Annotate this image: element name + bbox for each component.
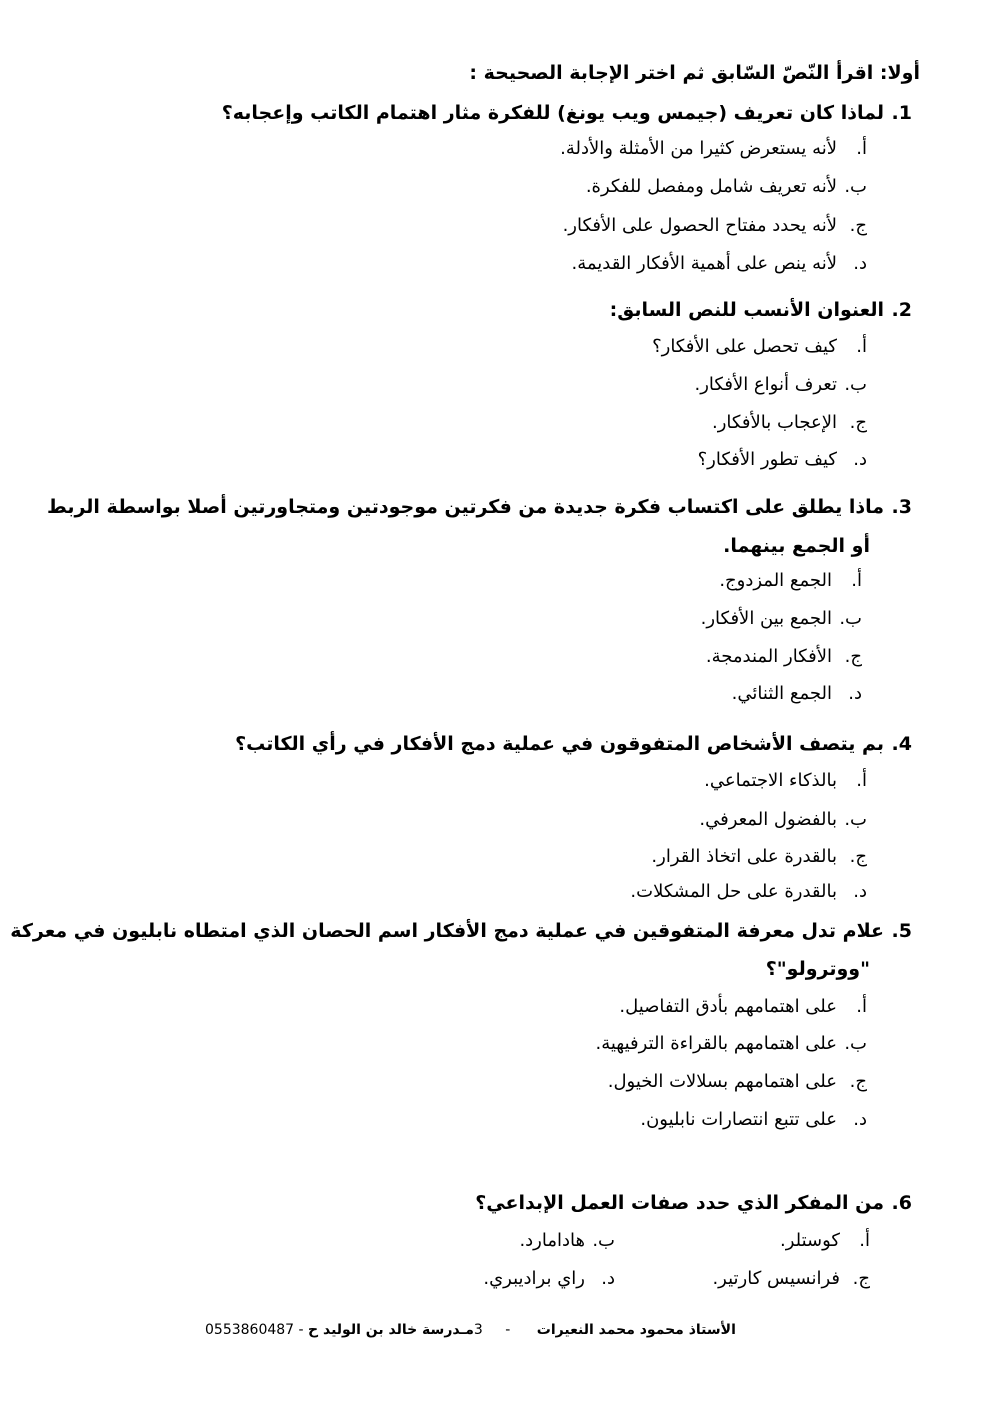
option-letter: أ. xyxy=(856,770,867,791)
footer-separator: - xyxy=(500,1322,515,1338)
answer-option[interactable] xyxy=(619,998,867,1016)
option-letter: ج. xyxy=(844,646,862,667)
footer-separator: - xyxy=(294,1322,309,1338)
question-label: بم يتصف الأشخاص المتفوقون في عملية دمج الأفكار في رأي الكاتب؟ xyxy=(235,733,884,755)
question-label: "ووترولو"؟ xyxy=(765,958,870,980)
option-text: هادامارد. xyxy=(519,1230,585,1251)
option-letter: د. xyxy=(848,683,862,704)
answer-option[interactable] xyxy=(560,140,867,158)
question-text xyxy=(222,104,912,123)
option-text: على اهتمامهم بأدق التفاصيل. xyxy=(619,996,837,1017)
option-text: على اهتمامهم بالقراءة الترفيهية. xyxy=(595,1033,837,1054)
option-text: فرانسيس كارتير. xyxy=(712,1268,840,1289)
footer-phone: 0553860487 xyxy=(205,1322,295,1338)
option-letter: د. xyxy=(853,253,867,274)
answer-option[interactable] xyxy=(712,1270,870,1288)
question-number: 2. xyxy=(891,299,912,321)
option-text: الجمع الثنائي. xyxy=(731,683,832,704)
answer-option[interactable] xyxy=(640,1111,867,1129)
option-text: لأنه تعريف شامل ومفصل للفكرة. xyxy=(585,176,837,197)
option-text: لأنه ينص على أهمية الأفكار القديمة. xyxy=(571,253,837,274)
question-number: 4. xyxy=(891,733,912,755)
option-text: تعرف أنواع الأفكار. xyxy=(694,374,837,395)
option-letter: د. xyxy=(601,1268,615,1289)
answer-option[interactable] xyxy=(699,811,867,829)
option-text: على تتبع انتصارات نابليون. xyxy=(640,1109,837,1130)
answer-option[interactable] xyxy=(608,1073,867,1091)
answer-option[interactable] xyxy=(732,685,862,703)
question-text xyxy=(47,498,912,517)
option-letter: أ. xyxy=(856,138,867,159)
question-number: 5. xyxy=(891,920,912,942)
question-text xyxy=(10,922,912,941)
answer-option[interactable] xyxy=(651,848,867,866)
option-letter: ج. xyxy=(849,1071,867,1092)
answer-option[interactable] xyxy=(652,338,867,356)
option-letter: ب. xyxy=(844,176,867,197)
question-label: علام تدل معرفة المتفوقين في عملية دمج الأفكار اسم الحصان الذي امتطاه نابليون في معركة xyxy=(10,920,884,942)
answer-option[interactable] xyxy=(719,572,862,590)
page-footer xyxy=(205,1322,736,1338)
question-text xyxy=(610,301,912,320)
question-label: أو الجمع بينهما. xyxy=(723,535,870,557)
answer-option[interactable] xyxy=(712,414,867,432)
question-label: من المفكر الذي حدد صفات العمل الإبداعي؟ xyxy=(475,1192,884,1214)
footer-school: مـدرسة خالد بن الوليد ح xyxy=(308,1322,474,1338)
option-text: لأنه يستعرض كثيرا من الأمثلة والأدلة. xyxy=(560,138,837,159)
question-text-continued xyxy=(723,537,870,556)
answer-option[interactable] xyxy=(563,217,867,235)
option-text: الأفكار المندمجة. xyxy=(705,646,832,667)
option-letter: د. xyxy=(853,881,867,902)
option-letter: ج. xyxy=(849,846,867,867)
option-text: كيف تحصل على الأفكار؟ xyxy=(652,336,837,357)
option-letter: ب. xyxy=(844,1033,867,1054)
option-letter: د. xyxy=(853,1109,867,1130)
option-text: بالذكاء الاجتماعي. xyxy=(704,770,837,791)
answer-option[interactable] xyxy=(704,772,867,790)
option-letter: ب. xyxy=(844,809,867,830)
option-text: راي براديبري. xyxy=(483,1268,585,1289)
option-text: الجمع المزدوج. xyxy=(719,570,832,591)
answer-option[interactable] xyxy=(571,255,867,273)
option-letter: ب. xyxy=(844,374,867,395)
option-text: الإعجاب بالأفكار. xyxy=(712,412,837,433)
option-letter: أ. xyxy=(851,570,862,591)
option-letter: أ. xyxy=(856,336,867,357)
option-letter: أ. xyxy=(859,1230,870,1251)
option-letter: ج. xyxy=(849,412,867,433)
question-label: لماذا كان تعريف (جيمس ويب يونغ) للفكرة مثار اهتمام الكاتب وإعجابه؟ xyxy=(221,102,884,124)
option-text: كوستلر. xyxy=(780,1230,840,1251)
option-letter: ب. xyxy=(839,608,862,629)
answer-option[interactable] xyxy=(698,451,867,469)
question-text-continued xyxy=(766,960,870,979)
answer-option[interactable] xyxy=(701,610,862,628)
answer-option[interactable] xyxy=(780,1232,870,1250)
option-letter: ج. xyxy=(849,215,867,236)
option-text: بالقدرة على حل المشكلات. xyxy=(630,881,837,902)
option-text: كيف تطور الأفكار؟ xyxy=(697,449,837,470)
footer-teacher: الأستاذ محمود محمد النعيرات xyxy=(536,1322,736,1338)
question-text xyxy=(235,735,912,754)
question-number: 3. xyxy=(891,496,912,518)
option-letter: ج. xyxy=(852,1268,870,1289)
footer-grade: 3 xyxy=(473,1322,483,1338)
option-letter: د. xyxy=(853,449,867,470)
question-number: 1. xyxy=(891,102,912,124)
answer-option[interactable] xyxy=(695,376,868,394)
question-text xyxy=(475,1194,912,1213)
section-heading: أولا: اقرأ النّصّ السّابق ثم اختر الإجابة الصحيحة : xyxy=(469,62,920,84)
option-letter: ب. xyxy=(592,1230,615,1251)
answer-option[interactable] xyxy=(483,1270,615,1288)
question-number: 6. xyxy=(891,1192,912,1214)
answer-option[interactable] xyxy=(596,1035,868,1053)
option-letter: أ. xyxy=(856,996,867,1017)
answer-option[interactable] xyxy=(586,178,867,196)
question-label: ماذا يطلق على اكتساب فكرة جديدة من فكرتين موجودتين ومتجاورتين أصلا بواسطة الربط xyxy=(46,496,884,518)
answer-option[interactable] xyxy=(519,1232,615,1250)
option-text: بالقدرة على اتخاذ القرار. xyxy=(651,846,837,867)
answer-option[interactable] xyxy=(706,648,862,666)
option-text: لأنه يحدد مفتاح الحصول على الأفكار. xyxy=(562,215,837,236)
answer-option[interactable] xyxy=(630,883,867,901)
option-text: على اهتمامهم بسلالات الخيول. xyxy=(607,1071,837,1092)
option-text: بالفضول المعرفي. xyxy=(699,809,837,830)
question-label: العنوان الأنسب للنص السابق: xyxy=(609,299,884,321)
option-text: الجمع بين الأفكار. xyxy=(700,608,832,629)
